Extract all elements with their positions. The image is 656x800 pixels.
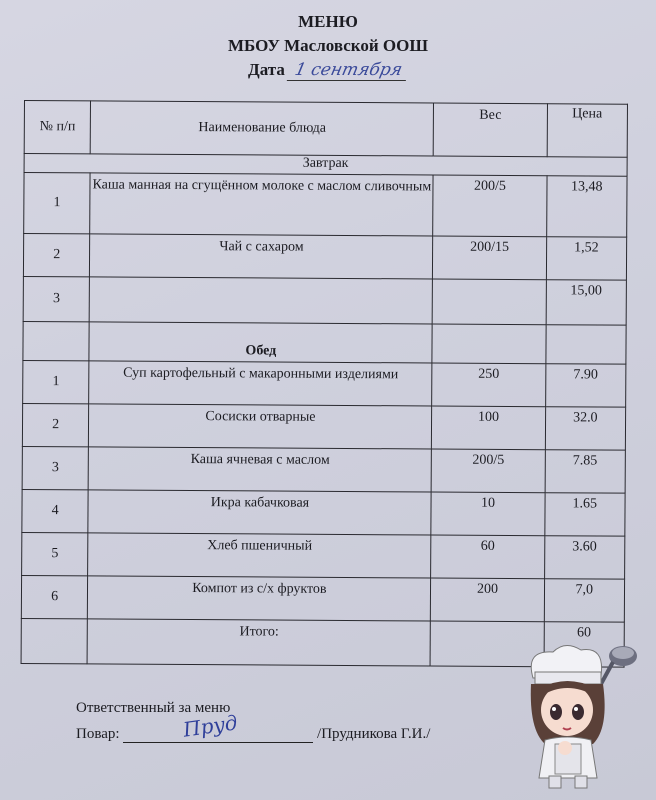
row-price: 7,0 [544,579,625,622]
table-row [24,173,627,238]
table-row [23,276,626,325]
section-title: Завтрак [24,154,627,177]
row-dish: Суп картофельный с макаронными изделиями [89,361,432,406]
section-title: Обед [89,322,432,363]
row-dish: Каша манная на сгущённом молоке с маслом сливочным [90,173,433,236]
row-number: 1 [23,360,90,403]
school-name: МБОУ Масловской ООШ [227,36,429,55]
row-weight: 60 [431,535,544,579]
col-number-header: № п/п [24,101,91,154]
row-dish: Каша ячневая с маслом [89,447,432,492]
total-value: 60 [544,622,625,667]
row-number: 2 [23,234,90,277]
col-weight-header: Вес [434,103,547,157]
menu-title: МЕНЮ [298,12,358,31]
section-lunch [23,321,626,364]
empty-cell [545,325,626,364]
table-row [22,446,625,493]
table-header-row [24,101,627,158]
row-price: 15,00 [546,280,627,325]
menu-table [21,100,628,668]
row-dish: Чай с сахаром [90,234,433,279]
row-price: 7.90 [545,364,626,407]
row-price: 7.85 [545,450,626,493]
row-weight: 200 [431,578,544,622]
row-price: 1.65 [544,493,625,536]
row-weight: 200/5 [432,449,545,493]
row-number: 2 [22,403,89,446]
empty-cell [23,321,90,360]
empty-cell [432,324,545,364]
row-number: 6 [21,575,88,618]
row-dish: Компот из с/х фруктов [88,576,431,621]
cook-signature: Пруд [181,710,240,742]
responsible-line: Ответственный за меню [76,700,231,716]
date-label: Дата [248,60,285,79]
cook-line [76,710,431,743]
row-weight: 250 [432,363,545,407]
table-row [23,234,626,281]
row-number: 3 [22,446,89,489]
row-price: 3.60 [544,536,625,579]
col-dish-header: Наименование блюда [91,101,434,156]
row-price: 32.0 [545,407,626,450]
row-price: 13,48 [546,176,627,237]
table-row [23,360,626,407]
row-weight: 200/15 [433,236,546,280]
row-weight: 100 [432,406,545,450]
row-dish: Икра кабачковая [88,490,431,535]
date-line [0,60,656,81]
row-weight: 10 [431,492,544,536]
row-price: 1,52 [546,237,627,280]
signature-line [123,710,313,743]
empty-cell [21,618,88,663]
row-number: 1 [24,173,91,234]
date-value: 1 сентября [287,60,410,81]
col-price-header: Цена [547,104,628,157]
row-dish [90,277,433,324]
table-row [22,403,625,450]
row-weight [433,279,546,325]
row-number: 3 [23,276,90,321]
table-row [21,575,624,622]
row-number: 4 [22,489,89,532]
row-weight: 200/5 [433,175,547,237]
row-dish: Хлеб пшеничный [88,533,431,578]
row-number: 5 [22,532,89,575]
cook-name: /Прудникова Г.И./ [317,726,431,742]
cook-label: Повар: [76,726,120,742]
total-label: Итого: [87,619,430,666]
row-dish: Сосиски отварные [89,404,432,449]
table-row [22,489,625,536]
chef-girl-illustration [505,640,645,790]
table-row [22,532,625,579]
